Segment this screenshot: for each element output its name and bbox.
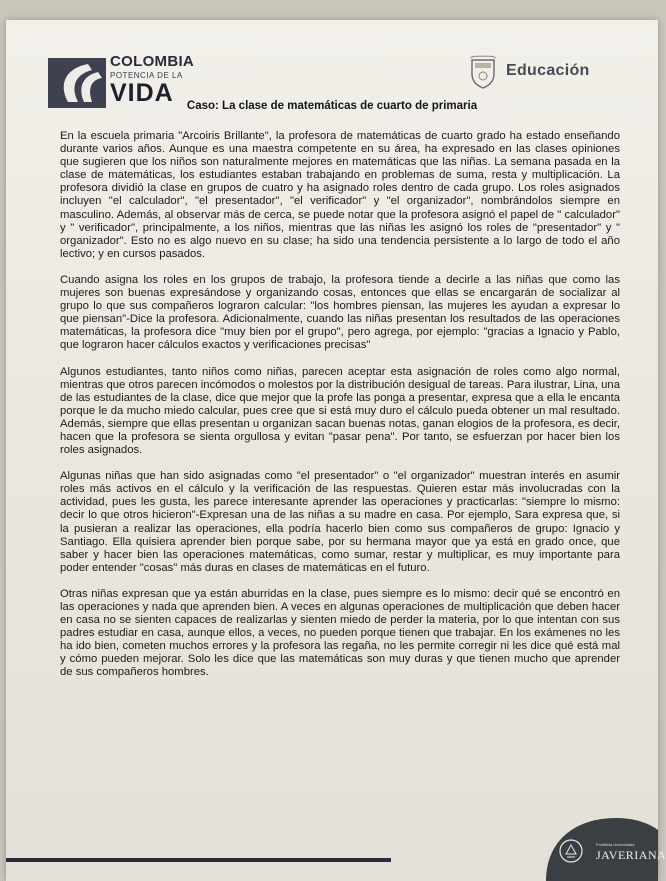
paragraph-3: Algunos estudiantes, tanto niños como niñas, parecen aceptar esta asignación de roles como algo normal, mientras que otros parecen incómodos o molestos por la distribución desigual de tareas. Para ilustrar, Lina, una de las estudiantes de la clase, dice que mejor que la profe las ponga a presentar, expresa que a ella le encanta porque le da mucho miedo calcular, pues cree que si está muy duro el cálculo pueda obtener un mal resultado. Además, siempre que ellas presentan u organizan sacan buenas notas, ganan elogios de la profesora, es decir, hacen que la profesora se sienta orgullosa y evitan "pasar pena". Por tanto, se esfuerzan por hacer bien los roles asignados.: [60, 365, 620, 457]
case-title: Caso: La clase de matemáticas de cuarto de primaria: [186, 100, 478, 112]
logo-line-vida: VIDA: [110, 79, 174, 107]
javeriana-seal-icon: [558, 838, 584, 864]
javeriana-wordmark: JAVERIANA: [596, 848, 666, 862]
paragraph-1: En la escuela primaria "Arcoiris Brillante", la profesora de matemáticas de cuarto grado ha estado enseñando durante varios años. Aunque es una maestra competente en su área, ha expresado en las clases opiniones que sugieren que los niños son naturalmente mejores en matemáticas que las niñas. La semana pasada en la clase de matemáticas, los estudiantes estaban trabajando en problemas de suma, resta y multiplicación. La profesora dividió la clase en grupos de cuatro y ha asignado roles dentro de cada grupo. Los roles asignados incluyen "el calculador", "el presentador", "el verificador" y "el organizador", nombrándolos siempre en masculino. Además, al observar más de cerca, se puede notar que la profesora asignó el papel de " calculador" y " verificador", principalmente, a los niños, mientras que las niñas les asignó los roles de "presentador" y " organizador". Esto no es algo nuevo en su clase; ha sido una tendencia persistente a lo largo de todo el año lectivo; y en cursos pasados.: [60, 130, 620, 260]
case-body: [60, 130, 620, 693]
javeriana-logo: [536, 810, 666, 881]
logo-wordmark: [110, 54, 194, 106]
javeriana-subtitle: Pontificia Universidad: [596, 842, 635, 847]
ministerio-educacion-logo: [466, 54, 626, 94]
footer-divider: [6, 858, 391, 862]
paragraph-5: Otras niñas expresan que ya están aburridas en la clase, pues siempre es lo mismo: decir qué se encontró en las operaciones y nada que aprenden bien. A veces en algunas operaciones de multiplicación que deben hacer en casa no se sienten capaces de realizarlas y sienten miedo de perder la materia, por lo que intentan con sus padres estudiar en casa, aunque ellos, a veces, no pueden porque tienen que trabajar. En los exámenes no les ha ido bien, cometen muchos errores y la profesora las regaña, no les permite corregir ni les dice qué está mal y cómo pueden mejorar. Solo les dice que las matemáticas son muy duras y que tienen mucho que aprender de sus compañeros hombres.: [60, 587, 620, 679]
paragraph-2: Cuando asigna los roles en los grupos de trabajo, la profesora tiende a decirle a las niñas que como las mujeres son buenas expresándose y organizando cosas, entonces que ellas se encargarán de socializar al grupo lo que sus compañeros lograron calcular: "los hombres piensan, las mujeres les ayudan a expresar lo que piensan"-Dice la profesora. Adicionalmente, cuando las niñas presentan los resultados de las operaciones matemáticas, la profesora dice "muy bien por el grupo", pero agrega, por ejemplo: "gracias a Ignacio y Pablo, que lograron hacer cálculos exactos y verificaciones precisas": [60, 273, 620, 352]
logo-line-colombia: COLOMBIA: [110, 53, 195, 70]
coat-of-arms-icon: [466, 54, 500, 90]
logo-line-potencia: POTENCIA DE LA: [110, 71, 183, 80]
educacion-label: Educación: [506, 62, 590, 79]
document-page: [6, 20, 666, 881]
paragraph-4: Algunas niñas que han sido asignadas como "el presentador" o "el organizador" muestran interés en asumir roles más activos en el cálculo y la verificación de las respuestas. Quieren estar más involucradas con la actividad, pues les gusta, les parece interesante aprender las operaciones y practicarlas: "siempre lo mismo: decir lo que otros hicieron"-Expresan una de las niñas a su madre en casa. Por ejemplo, Sara expresa que, si la pusieran a realizar las operaciones, ella podría hacerlo bien como sus compañeros de grupo: Ignacio y Santiago. Ella quisiera aprender bien porque sabe, por su hermana mayor que ya está en grado once, que saber y hacer bien las operaciones matemáticas, como sumar, restar y multiplicar, es muy importante para poder entender "cosas" más duras en clases de matemáticas en el futuro.: [60, 470, 620, 574]
